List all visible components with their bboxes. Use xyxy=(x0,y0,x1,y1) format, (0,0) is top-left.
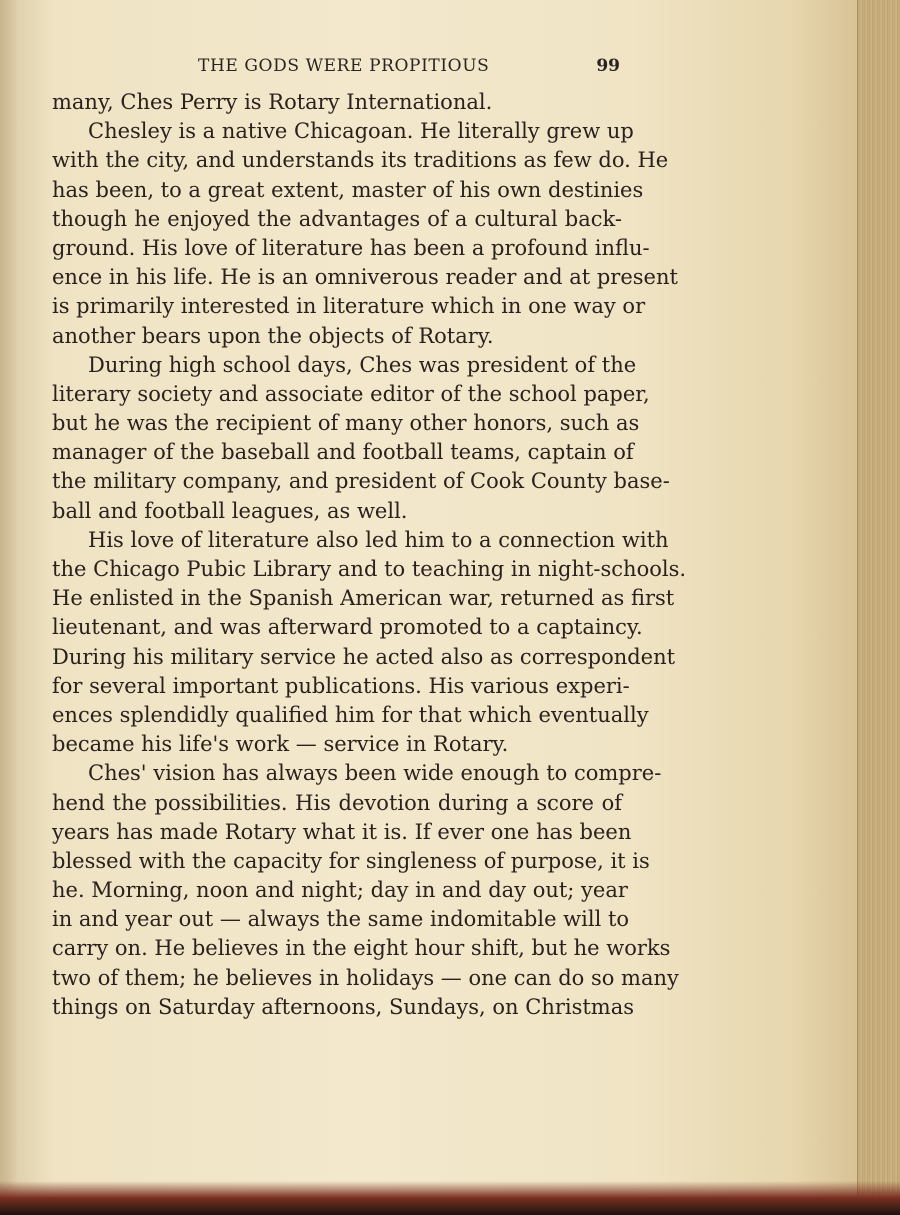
page-number: 99 xyxy=(596,56,620,76)
text-line: he. Morning, noon and night; day in and day out; year xyxy=(52,878,628,903)
text-line: has been, to a great extent, master of his own destinies xyxy=(52,177,644,202)
text-line: ball and football leagues, as well. xyxy=(52,498,408,523)
text-line: years has made Rotary what it is. If ever one has been xyxy=(52,819,632,844)
text-line: though he enjoyed the advantages of a cultural back- xyxy=(52,206,622,231)
text-line: Chesley is a native Chicagoan. He literally grew up xyxy=(88,119,634,144)
text-line: blessed with the capacity for singleness of purpose, it is xyxy=(52,848,650,873)
text-line: manager of the baseball and football teams, captain of xyxy=(52,440,634,465)
text-line: things on Saturday afternoons, Sundays, on Christmas xyxy=(52,994,635,1019)
text-line: His love of literature also led him to a connection with xyxy=(88,527,669,552)
body-text xyxy=(52,88,687,1022)
text-line: the Chicago Pubic Library and to teaching in night-schools. xyxy=(52,557,687,581)
page-gutter-shadow xyxy=(0,0,18,1215)
text-line: During his military service he acted also as correspondent xyxy=(52,644,676,669)
text-line: hend the possibilities. His devotion during a score of xyxy=(52,790,622,815)
running-head: THE GODS WERE PROPITIOUS xyxy=(198,56,490,76)
text-line: Ches' vision has always been wide enough to compre- xyxy=(88,761,662,786)
text-line: ences splendidly qualified him for that which eventually xyxy=(52,702,649,727)
text-line: for several important publications. His various experi- xyxy=(52,673,630,698)
text-line: ence in his life. He is an omniverous reader and at present xyxy=(52,265,678,290)
text-line: but he was the recipient of many other honors, such as xyxy=(52,411,640,436)
text-line: During high school days, Ches was president of the xyxy=(88,352,637,377)
text-line: He enlisted in the Spanish American war, returned as first xyxy=(52,586,675,611)
text-line: became his life's work — service in Rotary. xyxy=(52,732,509,757)
book-cover-edge xyxy=(0,1181,900,1215)
text-line: literary society and associate editor of the school paper, xyxy=(52,381,650,406)
text-line: two of them; he believes in holidays — one can do so many xyxy=(52,965,679,990)
text-line: the military company, and president of Cook County base- xyxy=(52,469,670,494)
text-line: many, Ches Perry is Rotary International. xyxy=(52,90,493,114)
text-line: ground. His love of literature has been a profound influ- xyxy=(52,235,650,260)
text-line: another bears upon the objects of Rotary. xyxy=(52,323,494,348)
text-line: lieutenant, and was afterward promoted to a captaincy. xyxy=(52,615,643,640)
text-line: in and year out — always the same indomitable will to xyxy=(52,907,630,932)
text-line: is primarily interested in literature which in one way or xyxy=(52,294,646,319)
page-stack-edge xyxy=(857,0,900,1215)
text-line: with the city, and understands its traditions as few do. He xyxy=(52,148,669,173)
page-header xyxy=(60,56,620,82)
text-line: carry on. He believes in the eight hour shift, but he works xyxy=(52,936,671,961)
